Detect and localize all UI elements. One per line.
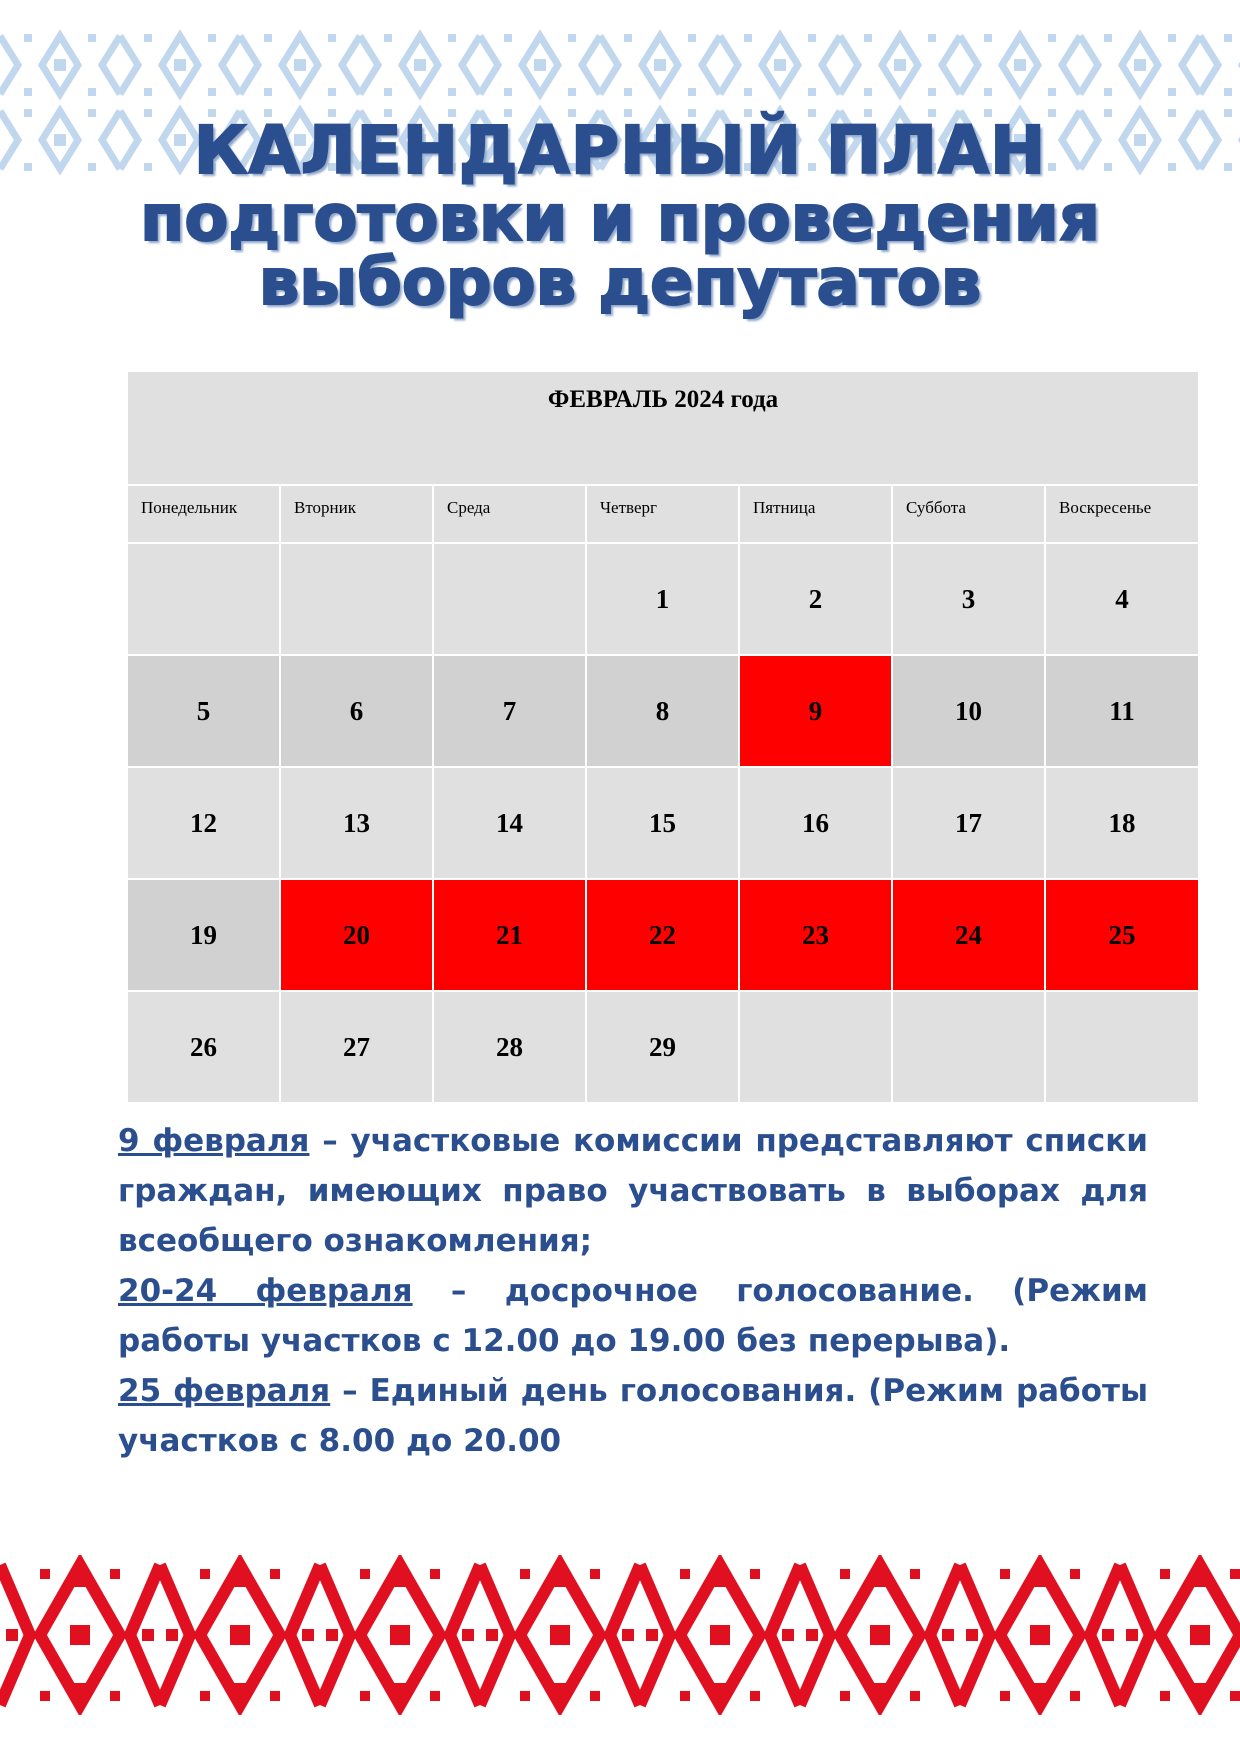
day-cell: 7	[433, 655, 586, 767]
title-line-2: подготовки и проведения	[140, 182, 1100, 256]
day-cell	[739, 991, 892, 1103]
day-cell: 8	[586, 655, 739, 767]
day-cell: 3	[892, 543, 1045, 655]
day-cell-highlighted: 24	[892, 879, 1045, 991]
week-row	[127, 879, 1199, 991]
weekday-header: Понедельник	[127, 485, 280, 543]
note-text: – Единый день голосования. (Режим работы участков с 8.00 до 20.00	[118, 1373, 1148, 1459]
weekday-header: Среда	[433, 485, 586, 543]
weekday-header: Вторник	[280, 485, 433, 543]
weekday-header: Четверг	[586, 485, 739, 543]
day-cell-highlighted: 25	[1045, 879, 1199, 991]
calendar-table	[126, 370, 1200, 1104]
day-cell: 28	[433, 991, 586, 1103]
day-cell	[433, 543, 586, 655]
day-cell: 19	[127, 879, 280, 991]
day-cell: 18	[1045, 767, 1199, 879]
day-cell: 27	[280, 991, 433, 1103]
day-cell-highlighted: 22	[586, 879, 739, 991]
day-cell: 17	[892, 767, 1045, 879]
day-cell-highlighted: 21	[433, 879, 586, 991]
note-date: 9 февраля	[118, 1123, 310, 1159]
week-row	[127, 655, 1199, 767]
weekday-header: Суббота	[892, 485, 1045, 543]
weekday-header: Воскресенье	[1045, 485, 1199, 543]
note-text: – участковые комиссии представляют списки граждан, имеющих право участвовать в выборах для всеобщего ознакомления;	[118, 1123, 1148, 1259]
day-cell-highlighted: 20	[280, 879, 433, 991]
day-cell: 10	[892, 655, 1045, 767]
note-date: 25 февраля	[118, 1373, 331, 1409]
weekday-header: Пятница	[739, 485, 892, 543]
week-row	[127, 543, 1199, 655]
day-cell: 15	[586, 767, 739, 879]
day-cell: 5	[127, 655, 280, 767]
weekday-row	[127, 485, 1199, 543]
day-cell	[127, 543, 280, 655]
day-cell: 16	[739, 767, 892, 879]
title-line-1: КАЛЕНДАРНЫЙ ПЛАН	[193, 112, 1047, 189]
day-cell-highlighted: 9	[739, 655, 892, 767]
day-cell-highlighted: 23	[739, 879, 892, 991]
day-cell	[280, 543, 433, 655]
day-cell: 2	[739, 543, 892, 655]
month-title: ФЕВРАЛЬ 2024 года	[547, 386, 779, 413]
note-text: – досрочное голосование. (Режим работы участков с 12.00 до 19.00 без перерыва).	[118, 1273, 1148, 1359]
week-row	[127, 991, 1199, 1103]
schedule-notes	[118, 1116, 1148, 1466]
day-cell: 26	[127, 991, 280, 1103]
day-cell: 6	[280, 655, 433, 767]
day-cell	[892, 991, 1045, 1103]
day-cell: 4	[1045, 543, 1199, 655]
bottom-ornament-band	[0, 1555, 1240, 1715]
day-cell: 12	[127, 767, 280, 879]
day-cell: 29	[586, 991, 739, 1103]
title-line-3: выборов депутатов	[258, 246, 982, 320]
week-row	[127, 767, 1199, 879]
day-cell	[1045, 991, 1199, 1103]
day-cell: 13	[280, 767, 433, 879]
note-date: 20-24 февраля	[118, 1273, 413, 1309]
day-cell: 1	[586, 543, 739, 655]
month-header	[127, 371, 1199, 485]
day-cell: 14	[433, 767, 586, 879]
day-cell: 11	[1045, 655, 1199, 767]
